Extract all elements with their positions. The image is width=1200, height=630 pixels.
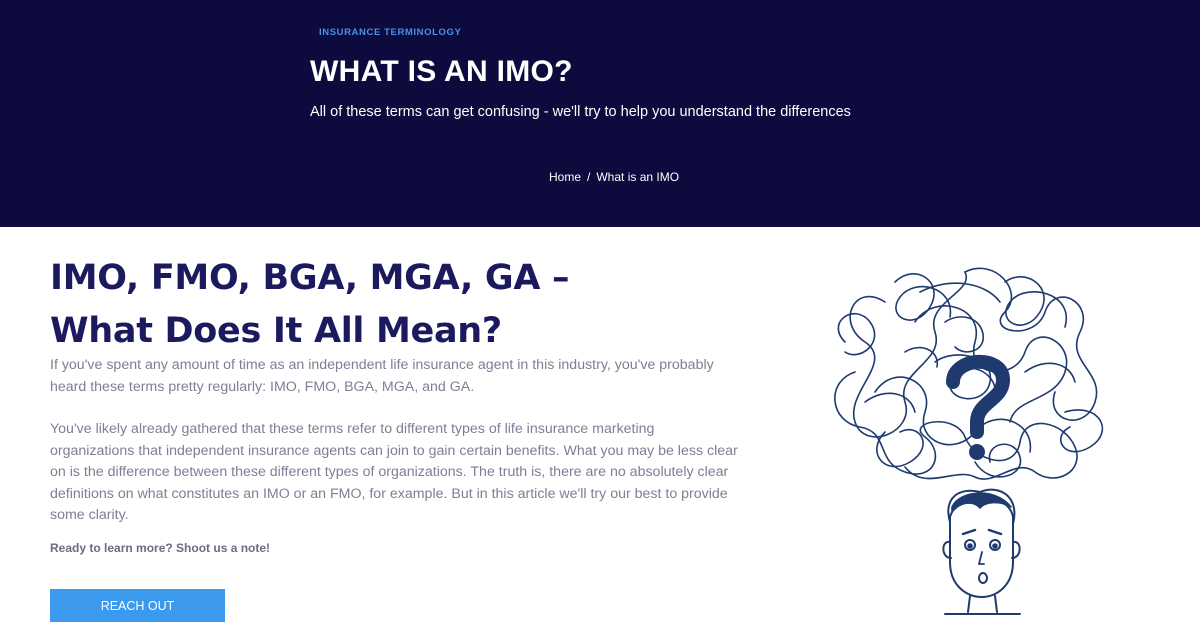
article-heading — [50, 252, 770, 358]
eyebrow-label: INSURANCE TERMINOLOGY — [319, 27, 462, 38]
article-heading-line1: IMO, FMO, BGA, MGA, GA – — [50, 258, 570, 298]
body-paragraph: You've likely already gathered that these terms refer to different types of life insurance marketing organizations that independent insurance agents can join to gain certain benefits. What you may be less clear on is the difference between these different types of organizations. The truth is, there are no absolutely clear definitions on what constitutes an IMO or an FMO, for example. But in this article we'll try our best to provide some clarity. — [50, 421, 738, 523]
confused-person-illustration — [825, 262, 1125, 617]
reach-out-button[interactable]: REACH OUT — [50, 589, 225, 622]
confused-person-question-mark-icon — [825, 262, 1125, 617]
intro-paragraph: If you've spent any amount of time as an independent life insurance agent in this industry, you've probably heard these terms pretty regularly: IMO, FMO, BGA, MGA, and GA. — [50, 357, 714, 395]
breadcrumb-separator: / — [587, 170, 591, 184]
breadcrumb — [549, 170, 679, 184]
hero-banner — [0, 0, 1200, 227]
page-subtitle: All of these terms can get confusing - we'll try to help you understand the differences — [310, 104, 851, 120]
breadcrumb-home-link[interactable]: Home — [549, 170, 582, 184]
breadcrumb-current: What is an IMO — [596, 170, 680, 184]
cta-text: Ready to learn more? Shoot us a note! — [50, 541, 271, 555]
page-title: WHAT IS AN IMO? — [310, 55, 573, 88]
article-heading-line2: What Does It All Mean? — [50, 311, 502, 351]
